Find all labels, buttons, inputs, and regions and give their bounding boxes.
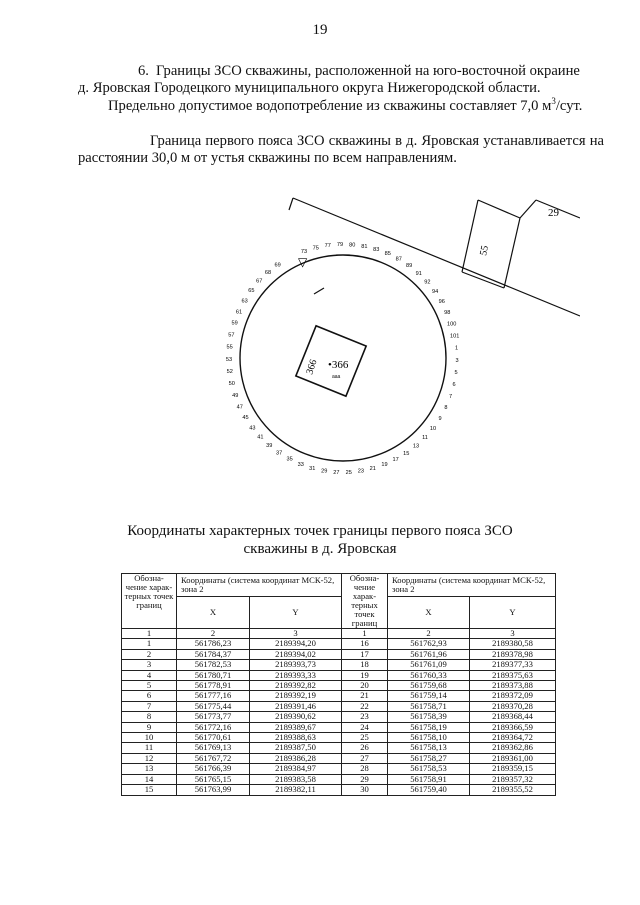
table-cell: 21 (342, 691, 388, 701)
table-cell: 2189394,20 (250, 639, 342, 649)
coordinates-table-body (122, 639, 556, 795)
boundary-point-label: 73 (300, 248, 308, 255)
table-cell: 2189366,59 (470, 722, 556, 732)
table-cell: 561772,16 (177, 722, 250, 732)
section-heading-line2: д. Яровская Городецкого муниципального округа Нижегородской области. (78, 80, 541, 96)
table-cell: 561769,13 (177, 743, 250, 753)
table-cell: 9 (122, 722, 177, 732)
table-cell: 2189378,98 (470, 649, 556, 659)
table-cell: 2189362,86 (470, 743, 556, 753)
table-row (122, 701, 556, 711)
boundary-point-label: 79 (336, 242, 344, 248)
table-cell: 561758,27 (388, 753, 470, 763)
table-cell: 2189372,09 (470, 691, 556, 701)
table-cell: 2189393,73 (250, 660, 342, 670)
boundary-point-label: 49 (232, 393, 239, 399)
table-cell: 561761,96 (388, 649, 470, 659)
boundary-point-label: 45 (242, 415, 249, 422)
boundary-point-label: 15 (403, 450, 410, 457)
column-number: 2 (388, 629, 470, 639)
table-cell: 17 (342, 649, 388, 659)
table-cell: 561766,39 (177, 764, 250, 774)
table-cell: 3 (122, 660, 177, 670)
boundary-point-label: 91 (415, 270, 422, 277)
table-row (122, 733, 556, 743)
table-row (122, 649, 556, 659)
boundary-point-label: 27 (333, 469, 340, 476)
table-cell: 2189390,62 (250, 712, 342, 722)
boundary-point-label: 85 (384, 251, 391, 258)
boundary-point-label: 13 (412, 443, 420, 450)
boundary-point-label: 50 (228, 381, 235, 388)
table-cell: 2189380,58 (470, 639, 556, 649)
table-row (122, 722, 556, 732)
table-cell: 2189389,67 (250, 722, 342, 732)
boundary-point-label: 17 (392, 457, 399, 464)
boundary-point-label: 35 (286, 456, 293, 463)
boundary-point-label: 69 (274, 262, 281, 269)
table-row (122, 743, 556, 753)
column-number: 3 (470, 629, 556, 639)
y-header: Y (470, 596, 556, 628)
boundary-point-label: 25 (345, 469, 352, 476)
table-cell: 561759,40 (388, 785, 470, 795)
boundary-point-label: 23 (357, 468, 365, 475)
boundary-point-label: 29 (321, 468, 328, 475)
table-cell: 561770,61 (177, 733, 250, 743)
table-cell: 561780,71 (177, 670, 250, 680)
table-cell: 20 (342, 681, 388, 691)
table-row (122, 691, 556, 701)
table-cell: 561758,53 (388, 764, 470, 774)
boundary-point-label: 8 (444, 405, 448, 412)
table-cell: 561773,77 (177, 712, 250, 722)
table-cell: 561763,99 (177, 785, 250, 795)
boundary-point-label: 61 (235, 309, 243, 316)
table-cell: 2189357,32 (470, 774, 556, 784)
column-number: 1 (122, 629, 177, 639)
boundary-point-label: 83 (373, 247, 380, 253)
table-cell: 5 (122, 681, 177, 691)
table-row (122, 639, 556, 649)
table-cell: 2189392,19 (250, 691, 342, 701)
boundary-point-label: 65 (248, 288, 255, 295)
table-cell: 561758,91 (388, 774, 470, 784)
point-header: Обозна-чение харак-терных точек границ (122, 574, 177, 629)
table-row (122, 712, 556, 722)
table-cell: 561778,91 (177, 681, 250, 691)
table-cell: 2189373,88 (470, 681, 556, 691)
boundary-point-label: 81 (361, 244, 368, 250)
table-cell: 2 (122, 649, 177, 659)
section-number: 6. (138, 63, 149, 79)
table-cell: 14 (122, 774, 177, 784)
table-cell: 2189383,58 (250, 774, 342, 784)
table-cell: 561758,13 (388, 743, 470, 753)
consumption-paragraph (78, 98, 604, 115)
table-cell: 2189368,44 (470, 712, 556, 722)
table-cell: 561759,68 (388, 681, 470, 691)
table-cell: 2189388,63 (250, 733, 342, 743)
boundary-point-label: 11 (422, 435, 428, 442)
table-cell: 561775,44 (177, 701, 250, 711)
boundary-point-label: 7 (448, 393, 453, 400)
table-cell: 2189364,72 (470, 733, 556, 743)
table-cell: 12 (122, 753, 177, 763)
table-cell: 2189377,33 (470, 660, 556, 670)
boundary-point-label: 55 (226, 344, 233, 351)
boundary-point-label: 43 (249, 425, 256, 432)
boundary-point-label: 96 (438, 299, 445, 306)
table-row (122, 681, 556, 691)
coords-header: Координаты (система координат МСК-52, зона 2 (177, 574, 342, 597)
table-cell: 2189359,15 (470, 764, 556, 774)
well-label: •366 (328, 359, 349, 371)
parcel-label-55: 55 (478, 244, 492, 257)
table-cell: 4 (122, 670, 177, 680)
building-label: 366 (304, 358, 320, 376)
table-cell: 2189382,11 (250, 785, 342, 795)
table-cell: 2189361,00 (470, 753, 556, 763)
boundary-point-label: 67 (256, 278, 263, 285)
boundary-point-label: 77 (324, 243, 331, 249)
table-cell: 561777,16 (177, 691, 250, 701)
boundary-point-label: 1 (454, 345, 459, 352)
boundary-point-label: 59 (231, 320, 238, 327)
table-cell: 30 (342, 785, 388, 795)
table-cell: 2189384,97 (250, 764, 342, 774)
table-cell: 18 (342, 660, 388, 670)
table-cell: 1 (122, 639, 177, 649)
table-cell: 6 (122, 691, 177, 701)
boundary-point-label: 6 (452, 382, 456, 389)
table-cell: 7 (122, 701, 177, 711)
table-cell: 29 (342, 774, 388, 784)
table-row (122, 660, 556, 670)
boundary-point-label: 21 (369, 466, 376, 472)
consumption-text: Предельно допустимое водопотребление из скважины составляет (108, 98, 517, 114)
table-cell: 28 (342, 764, 388, 774)
boundary-point-label: 31 (309, 465, 316, 472)
table-row (122, 753, 556, 763)
table-cell: 19 (342, 670, 388, 680)
boundary-point-label: 41 (257, 434, 264, 441)
x-header: X (177, 596, 250, 628)
table-title-line2: скважины в д. Яровская (243, 541, 397, 557)
table-cell: 10 (122, 733, 177, 743)
table-row (122, 774, 556, 784)
marker-line (314, 288, 324, 294)
table-cell: 13 (122, 764, 177, 774)
boundary-point-label: 75 (312, 245, 319, 252)
boundary-point-label: 53 (225, 356, 233, 363)
table-cell: 24 (342, 722, 388, 732)
boundary-point-label: 3 (455, 357, 459, 364)
table-cell: 25 (342, 733, 388, 743)
table-cell: 26 (342, 743, 388, 753)
table-cell: 561762,93 (388, 639, 470, 649)
table-cell: 561758,39 (388, 712, 470, 722)
point-header: Обозна-чение харак-терных точек границ (342, 574, 388, 629)
boundary-point-label: 80 (349, 242, 356, 249)
table-cell: 561782,53 (177, 660, 250, 670)
table-cell: 561758,10 (388, 733, 470, 743)
boundary-point-label: 63 (241, 298, 248, 305)
table-cell: 15 (122, 785, 177, 795)
coordinates-table (121, 573, 556, 796)
table-cell: 561758,71 (388, 701, 470, 711)
page-number: 19 (312, 22, 328, 38)
table-cell: 2189391,46 (250, 701, 342, 711)
table-cell: 561765,15 (177, 774, 250, 784)
table-cell: 8 (122, 712, 177, 722)
boundary-point-label: 37 (275, 450, 283, 457)
column-number: 3 (250, 629, 342, 639)
well-sublabel: ааа (332, 374, 341, 380)
zone-paragraph: Граница первого пояса ЗСО скважины в д. Яровская устанавливается на расстоянии 30,0 м от устья скважины по всем направлениям. (78, 133, 604, 166)
table-cell: 27 (342, 753, 388, 763)
boundary-point-label: 68 (264, 270, 272, 277)
table-title (0, 522, 640, 558)
table-cell: 561758,19 (388, 722, 470, 732)
table-cell: 2189386,28 (250, 753, 342, 763)
boundary-point-label: 47 (236, 404, 243, 411)
boundary-point-label: 39 (266, 443, 273, 449)
consumption-superscript: 3 (551, 96, 556, 107)
table-cell: 2189370,28 (470, 701, 556, 711)
boundary-point-label: 98 (444, 310, 451, 317)
boundary-point-label: 89 (405, 263, 413, 270)
parcel-label-29: 29 (548, 207, 559, 219)
boundary-point-label: 57 (228, 332, 235, 339)
consumption-value: 7,0 м (520, 98, 552, 114)
table-cell: 561784,37 (177, 649, 250, 659)
table-cell: 23 (342, 712, 388, 722)
table-cell: 2189375,63 (470, 670, 556, 680)
table-cell: 2189355,52 (470, 785, 556, 795)
x-header: X (388, 596, 470, 628)
table-cell: 561760,33 (388, 670, 470, 680)
boundary-point-label: 52 (226, 369, 233, 376)
table-cell: 561786,23 (177, 639, 250, 649)
table-cell: 561767,72 (177, 753, 250, 763)
column-number: 2 (177, 629, 250, 639)
column-number: 1 (342, 629, 388, 639)
boundary-point-label: 33 (297, 461, 304, 468)
boundary-point-label: 87 (395, 256, 402, 263)
table-row (122, 764, 556, 774)
boundary-point-label: 100 (447, 321, 457, 328)
table-cell: 2189394,02 (250, 649, 342, 659)
boundary-point-label: 5 (454, 370, 458, 376)
table-cell: 16 (342, 639, 388, 649)
table-title-line1: Координаты характерных точек границы первого пояса ЗСО (127, 523, 513, 539)
table-cell: 2189392,82 (250, 681, 342, 691)
coords-header: Координаты (система координат МСК-52, зона 2 (388, 574, 556, 597)
boundary-point-label: 19 (381, 462, 388, 469)
table-row (122, 670, 556, 680)
boundary-point-label: 9 (438, 415, 442, 422)
table-cell: 2189387,50 (250, 743, 342, 753)
consumption-unit: /сут. (555, 98, 583, 114)
section-heading (78, 63, 604, 97)
boundary-point-label: 10 (429, 426, 437, 432)
table-cell: 11 (122, 743, 177, 753)
zone-boundary-circle (240, 255, 446, 464)
table-cell: 2189393,33 (250, 670, 342, 680)
parcel-boundaries (289, 198, 580, 316)
table-cell: 22 (342, 701, 388, 711)
boundary-point-label: 92 (424, 279, 431, 286)
direction-symbol: ▽ (298, 255, 308, 269)
boundary-point-label: 94 (431, 288, 439, 295)
zone-map (200, 190, 580, 490)
table-cell: 561761,09 (388, 660, 470, 670)
section-heading-line1: Границы ЗСО скважины, расположенной на юго-восточной окраине (156, 63, 580, 79)
y-header: Y (250, 596, 342, 628)
table-cell: 561759,14 (388, 691, 470, 701)
boundary-point-label: 101 (450, 333, 460, 340)
table-row (122, 785, 556, 795)
